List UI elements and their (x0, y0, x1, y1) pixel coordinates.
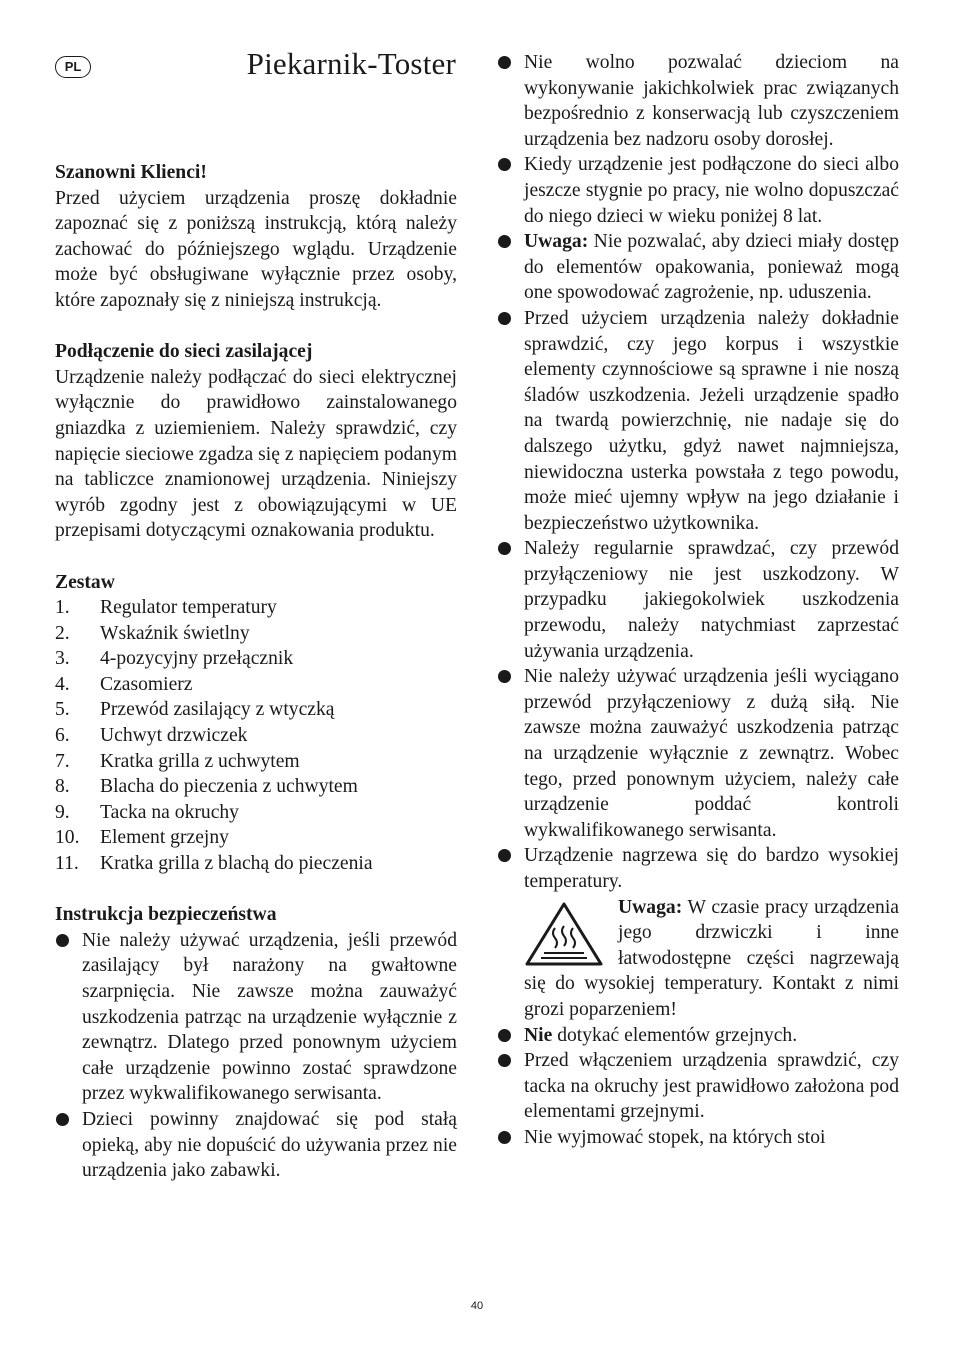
list-item (55, 774, 457, 800)
item-number: 8. (55, 776, 70, 798)
safety-item: Nie należy używać urządzenia jeśli wyciągano przewód przyłączeniowy z dużą siłą. Nie zawsze można zauważyć uszkodzenia patrząc na urządzenie wyłącznie z zewnątrz. Wobec tego, przed ponownym użyciem, należy całe urządzenie poddać kontroli wykwalifikowanego serwisanta. (497, 664, 899, 843)
safety-item: Nie należy używać urządzenia, jeśli przewód zasilający był narażony na gwałtowne szarpnięcia. Nie zawsze można zauważyć uszkodzenia patrząc na urządzenie wyłącznie z zewnątrz. Dlatego przed ponownym użyciem całe urządzenie powinno zostać sprawdzone przez wykwalifikowanego serwisanta. (55, 928, 457, 1107)
power-text: Urządzenie należy podłączać do sieci elektrycznej wyłącznie do prawidłowo zainstalowanego gniazdka z uziemieniem. Należy sprawdzić, czy napięcie sieciowe zgadza się z napięciem podanym na tabliczce znamionowej urządzenia. Niniejszy wyrób zgodny jest z obowiązującymi w UE przepisami dotyczącymi oznakowania produktu. (55, 366, 457, 542)
safety-item: Dzieci powinny znajdować się pod stałą opieką, aby nie dopuścić do używania przez nie urządzenia jako zabawki. (55, 1107, 457, 1184)
item-number: 7. (55, 750, 70, 772)
warning-text: W czasie pracy urządzenia jego drzwiczki i inne łatwodostępne części nagrzewają się do wysokiej temperatury. Kontakt z nimi grozi poparzeniem! (524, 896, 899, 1020)
safety-item: Kiedy urządzenie jest podłączone do sieci albo jeszcze stygnie po pracy, nie wolno dopuszczać do niego dzieci w wieku poniżej 8 lat. (497, 152, 899, 229)
safety-list-left (55, 928, 457, 1184)
safety-section (55, 902, 457, 1184)
list-item (55, 621, 457, 647)
list-item (55, 825, 457, 851)
page-number: 40 (470, 1300, 484, 1312)
item-label: Kratka grilla z uchwytem (100, 750, 300, 772)
list-item (55, 672, 457, 698)
intro-section (55, 160, 457, 314)
item-label: Regulator temperatury (100, 597, 277, 619)
warning-label: Uwaga: (524, 231, 589, 253)
item-label: Przewód zasilający z wtyczką (100, 699, 335, 721)
item-number: 9. (55, 801, 70, 823)
safety-list-right (497, 50, 899, 1151)
safety-item: Nie wyjmować stopek, na których stoi (497, 1125, 899, 1151)
item-number: 3. (55, 648, 70, 670)
safety-heading: Instrukcja bezpieczeństwa (55, 904, 277, 926)
item-label: Blacha do pieczenia z uchwytem (100, 776, 358, 798)
language-badge: PL (55, 56, 91, 78)
emphasis-word: Nie (524, 1024, 553, 1046)
safety-item (497, 1023, 899, 1049)
item-label: Wskaźnik świetlny (100, 622, 250, 644)
safety-item (497, 229, 899, 306)
item-number: 2. (55, 622, 70, 644)
list-item (55, 646, 457, 672)
item-number: 6. (55, 725, 70, 747)
item-number: 4. (55, 673, 70, 695)
set-heading: Zestaw (55, 571, 115, 593)
list-item (55, 697, 457, 723)
item-text: Urządzenie nagrzewa się do bardzo wysokiej temperatury. (524, 845, 899, 892)
item-number: 11. (55, 853, 79, 875)
item-number: 1. (55, 597, 70, 619)
item-label: Tacka na okruchy (100, 801, 239, 823)
item-label: Kratka grilla z blachą do pieczenia (100, 853, 373, 875)
left-column (55, 160, 457, 1209)
item-label: Czasomierz (100, 673, 193, 695)
safety-item: Przed włączeniem urządzenia sprawdzić, czy tacka na okruchy jest prawidłowo założona pod elementami grzejnymi. (497, 1048, 899, 1125)
item-label: Uchwyt drzwiczek (100, 725, 248, 747)
right-column (497, 50, 899, 1151)
safety-item (497, 843, 899, 1022)
item-text: dotykać elementów grzejnych. (552, 1024, 798, 1046)
warning-label: Uwaga: (618, 896, 683, 918)
list-item (55, 749, 457, 775)
item-label: 4-pozycyjny przełącznik (100, 648, 294, 670)
item-text: Nie pozwalać, aby dzieci miały dostęp do elementów opakowania, ponieważ mogą one spowodować zagrożenie, np. uduszenia. (524, 231, 899, 304)
safety-item: Przed użyciem urządzenia należy dokładnie sprawdzić, czy jego korpus i wszystkie elementy czynnościowe są sprawne i nie noszą śladów uszkodzenia. Jeżeli urządzenie spadło na twardą powierzchnię, nie nadaje się do dalszego użytku, gdyż nawet najmniejsza, niewidoczna usterka powstała z tego powodu, może mieć ujemny wpływ na jego działanie i bezpieczeństwo użytkownika. (497, 306, 899, 536)
list-item (55, 851, 457, 877)
item-number: 10. (55, 827, 80, 849)
safety-item: Należy regularnie sprawdzać, czy przewód przyłączeniowy nie jest uszkodzony. W przypadku jakiegokolwiek uszkodzenia przewodu, należy natychmiast zaprzestać używania urządzenia. (497, 536, 899, 664)
item-label: Element grzejny (100, 827, 229, 849)
list-item (55, 595, 457, 621)
set-section (55, 570, 457, 877)
list-item (55, 800, 457, 826)
power-heading: Podłączenie do sieci zasilającej (55, 341, 313, 363)
page-title: Piekarnik-Toster (246, 46, 456, 81)
hot-surface-warning (524, 895, 899, 1023)
item-number: 5. (55, 699, 70, 721)
hot-surface-warning-icon (524, 901, 604, 967)
list-item (55, 723, 457, 749)
set-list (55, 595, 457, 877)
safety-item: Nie wolno pozwalać dzieciom na wykonywanie jakichkolwiek prac związanych bezpośrednio z konserwacją lub czyszczeniem urządzenia bez nadzoru osoby dorosłej. (497, 50, 899, 152)
intro-text: Przed użyciem urządzenia proszę dokładnie zapoznać się z poniższą instrukcją, którą należy zachować do późniejszego wglądu. Urządzenie może być obsługiwane wyłącznie przez osoby, które zapoznały się z niniejszą instrukcją. (55, 187, 457, 311)
intro-heading: Szanowni Klienci! (55, 162, 207, 183)
power-section (55, 339, 457, 544)
